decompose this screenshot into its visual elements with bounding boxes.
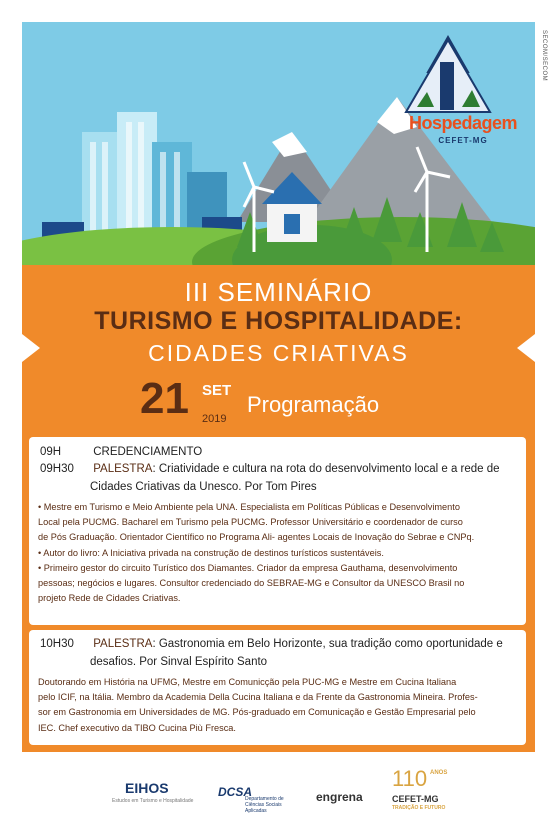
speaker-bio-1	[38, 500, 518, 606]
schedule-box-1	[29, 437, 526, 625]
bio-line: Local pela PUCMG. Bacharel em Turismo pela PUCMG. Professor Universitário e coordenador de curso	[38, 517, 463, 528]
schedule-item-palestra-2	[40, 638, 503, 650]
title-line2: TURISMO E HOSPITALIDADE:	[94, 307, 463, 335]
item-title: CREDENCIAMENTO	[93, 446, 203, 458]
bio-line: sor em Gastronomia em Universidades de MG. Pós-graduado em Comunicação e Gestão Empresarial pelo	[38, 707, 476, 718]
bio-line: IEC. Chef executivo da TIBO Cucina Più Fresca.	[38, 722, 236, 733]
sponsor-dcsa-sub: Departamento de Ciências Sociais Aplicadas	[245, 796, 284, 814]
sponsor-footer	[0, 760, 557, 827]
bio-line: • Primeiro gestor do circuito Turístico dos Diamantes. Criador da empresa Gauthama, desenvolvimento	[38, 562, 458, 573]
bio-line: • Mestre em Turismo e Meio Ambiente pela UNA. Especialista em Políticas Públicas e Desenvolvimento	[38, 502, 460, 512]
building-2	[117, 112, 157, 242]
item-title-cont: desafios. Por Sinval Espírito Santo	[90, 656, 268, 668]
date-day: 21	[140, 374, 189, 423]
sponsor-eihos: EIHOS	[125, 780, 169, 796]
sponsor-cefet-sub: TRADIÇÃO E FUTURO	[392, 805, 446, 811]
item-kind: PALESTRA	[93, 638, 153, 650]
title-line3: CIDADES CRIATIVAS	[148, 340, 409, 366]
sponsor-engrena: engrena	[316, 790, 363, 804]
bio-line: de Pós Graduação. Orientador Científico no Programa Ali- agentes Locais de Inovação do Sebrae e CNPq.	[38, 532, 475, 543]
item-title: : Criatividade e cultura na rota do desenvolvimento local e a rede de	[152, 463, 500, 475]
item-time: 09H	[40, 446, 62, 458]
sponsor-cefet-name: CEFET-MG	[392, 794, 439, 804]
date-year: 2019	[202, 413, 227, 425]
bio-line: projeto Rede de Cidades Criativas.	[38, 593, 181, 604]
date-month: SET	[202, 382, 232, 399]
bio-line: Doutorando em História na UFMG, Mestre em Comunicção pela PUC-MG e Mestre em Cucina Italiana	[38, 677, 457, 687]
logo-name: Hospedagem	[408, 113, 518, 133]
item-title: : Gastronomia em Belo Horizonte, sua tradição como oportunidade e	[152, 638, 503, 650]
schedule-item-palestra-1	[40, 463, 500, 475]
title-line1: III SEMINÁRIO	[184, 277, 373, 307]
item-kind: PALESTRA	[93, 463, 153, 475]
bio-line: pessoas; negócios e lugares. Consultor credenciado do SEBRAE-MG e Consultor da UNESCO Brasil no	[38, 578, 465, 589]
logo-institution: CEFET-MG	[438, 136, 488, 145]
schedule-box-2	[29, 630, 526, 745]
item-title-cont: Cidades Criativas da Unesco. Por Tom Pires	[90, 481, 317, 493]
item-time: 09H30	[40, 463, 74, 475]
schedule-item-credenciamento	[40, 446, 202, 458]
sponsor-cefet-anos: ANOS	[430, 770, 448, 776]
sponsor-cefet-110: 110	[392, 766, 428, 791]
bio-line: pelo ICIF, na Itália. Membro da Academia Della Cucina Italiana e da Frente da Gastronomia Mineira. Profes-	[38, 692, 478, 703]
bio-line: • Autor do livro: A Iniciativa privada na construção de destinos turísticos sustentáveis.	[38, 547, 384, 558]
speaker-bio-2	[38, 675, 520, 736]
sponsor-eihos-sub: Estudos em Turismo e Hospitalidade	[112, 798, 194, 804]
program-label: Programação	[247, 392, 380, 417]
item-time: 10H30	[40, 638, 74, 650]
sponsor-dcsa: DCSA	[218, 785, 253, 799]
side-credit: SECOM/SECOM	[541, 30, 547, 82]
